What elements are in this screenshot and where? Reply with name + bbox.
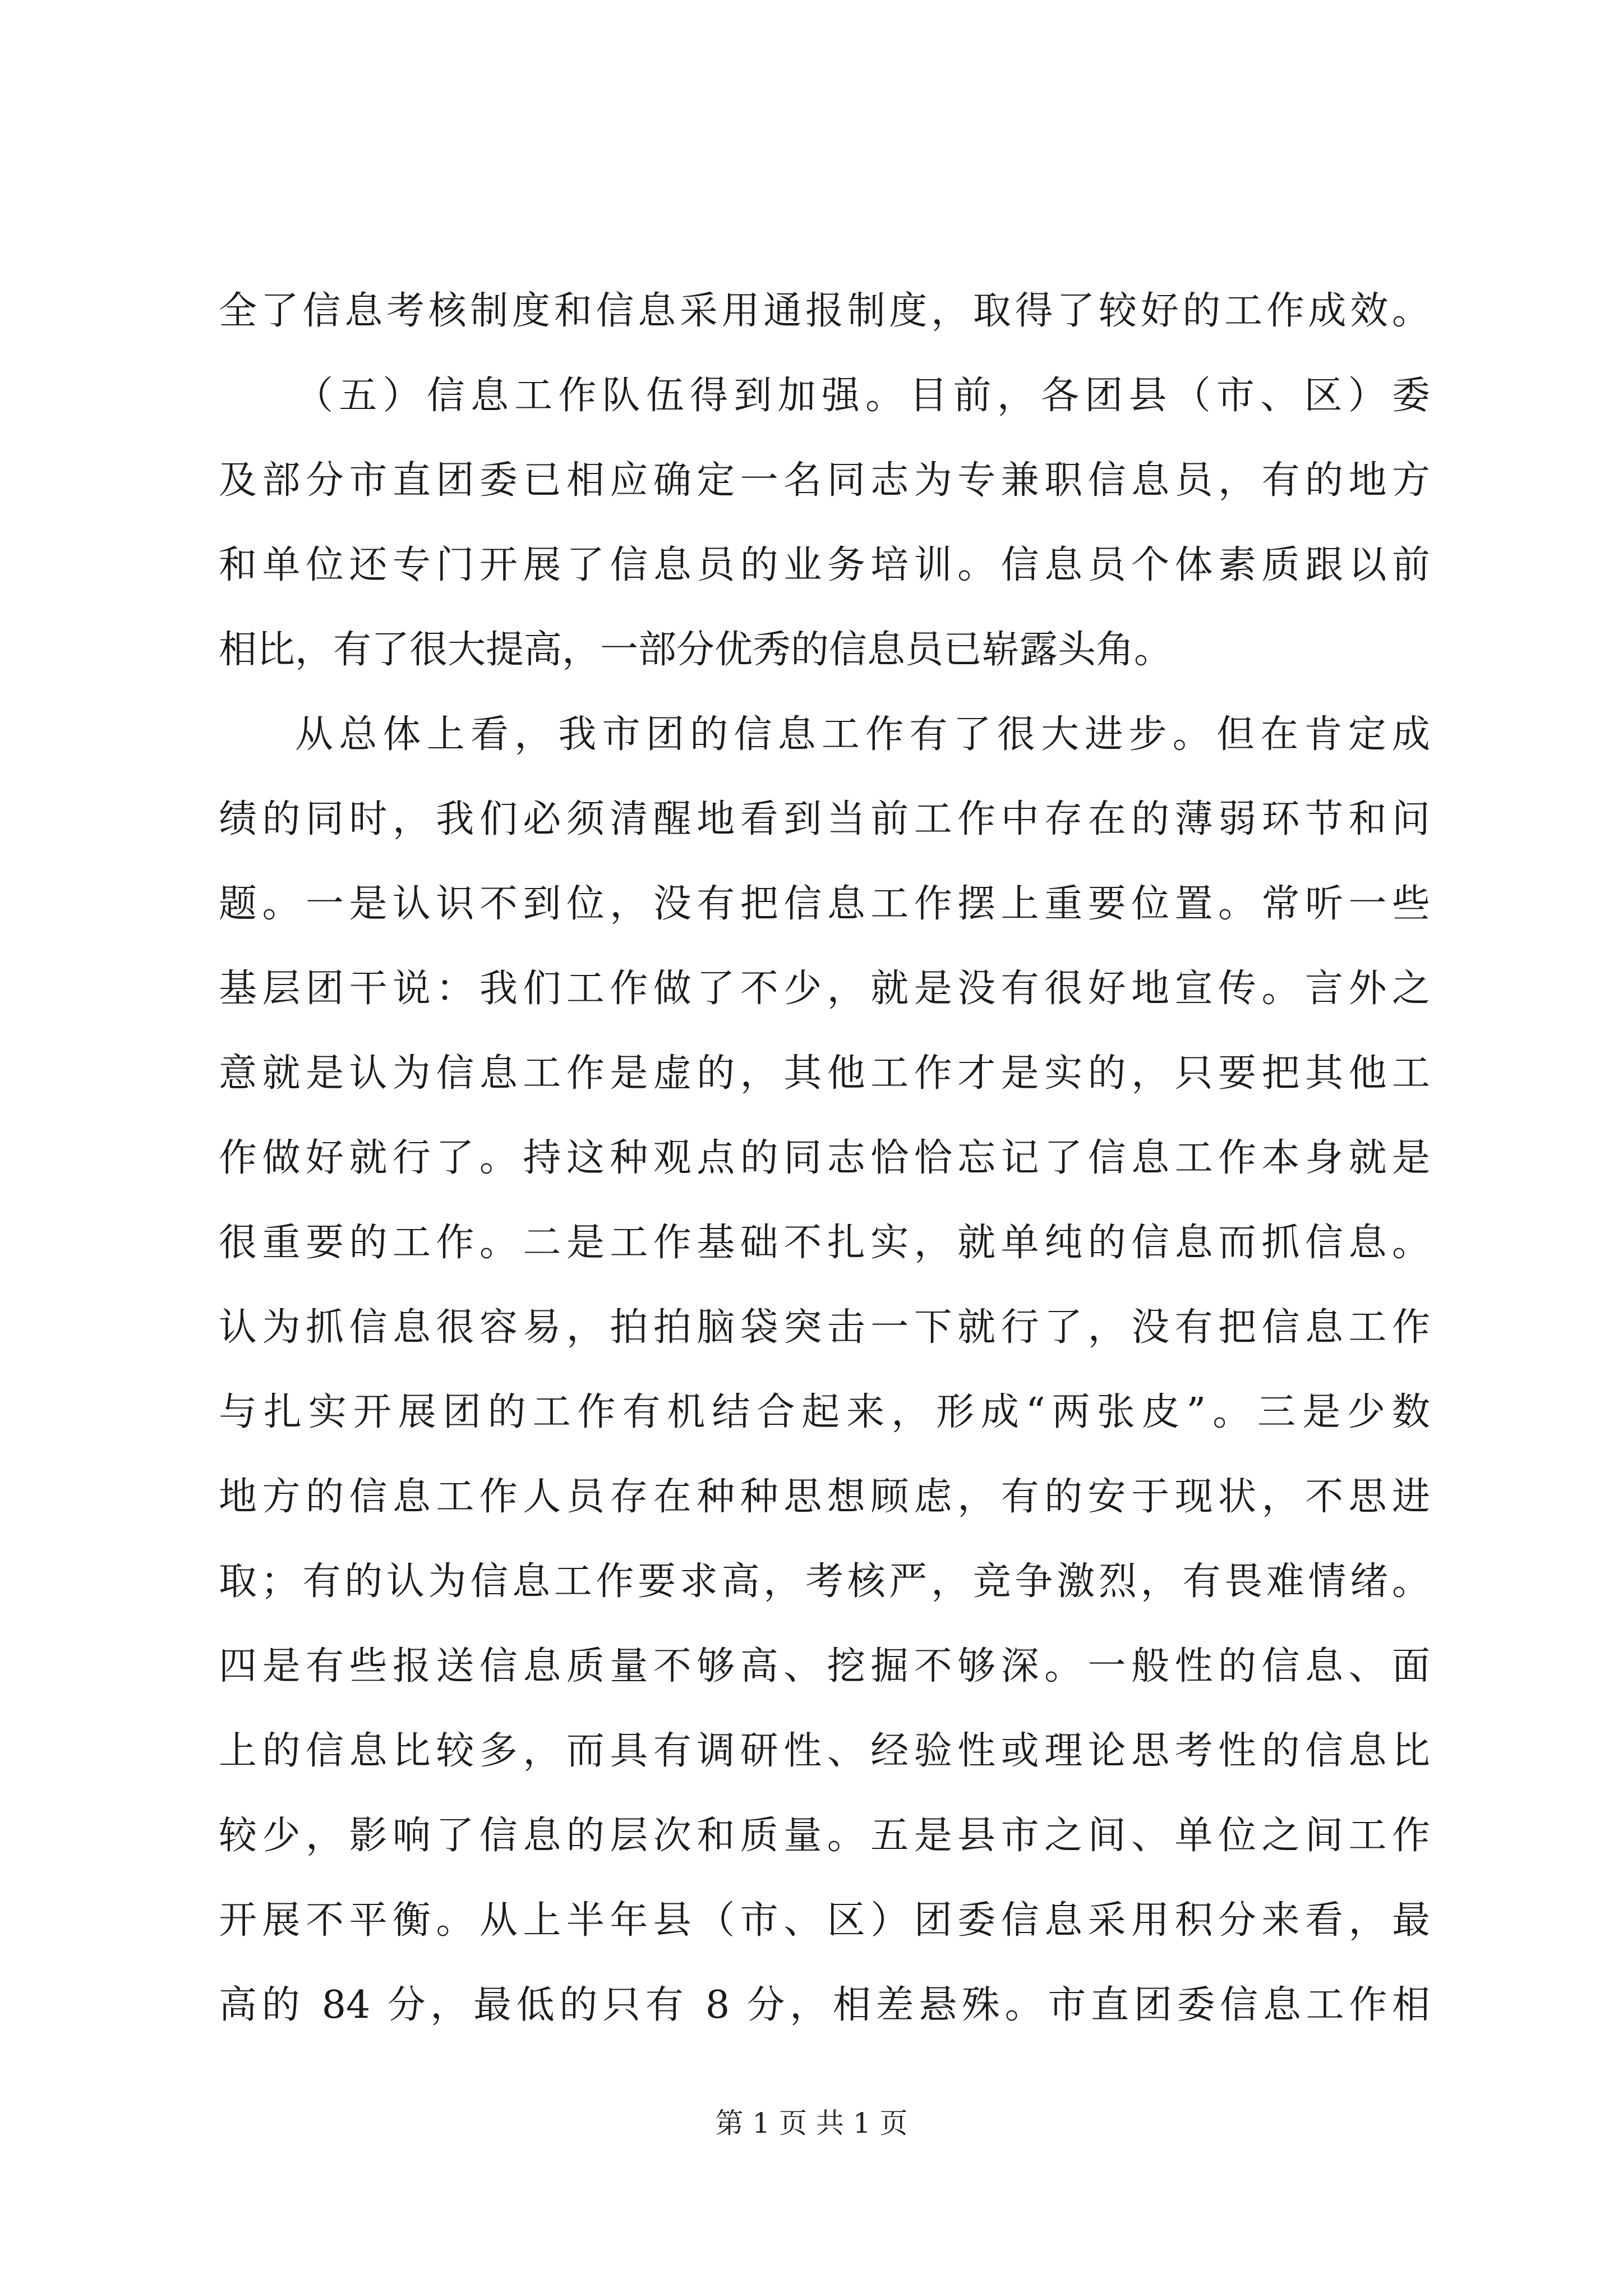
text-line: 全了信息考核制度和信息采用通报制度，取得了较好的工作成效。 (219, 289, 1430, 333)
text-line: 地方的信息工作人员存在种种思想顾虑，有的安于现状，不思进 (219, 1475, 1430, 1519)
text-line: 从总体上看，我市团的信息工作有了很大进步。但在肯定成 (295, 712, 1430, 757)
page-footer: 第 1 页 共 1 页 (715, 2107, 908, 2139)
text-line: 高的 84 分，最低的只有 8 分，相差悬殊。市直团委信息工作相 (219, 1983, 1430, 2027)
text-line: 绩的同时，我们必须清醒地看到当前工作中存在的薄弱环节和问 (219, 797, 1430, 841)
text-line: 题。一是认识不到位，没有把信息工作摆上重要位置。常听一些 (219, 882, 1430, 926)
text-line: 很重要的工作。二是工作基础不扎实，就单纯的信息而抓信息。 (219, 1221, 1430, 1265)
text-line: 四是有些报送信息质量不够高、挖掘不够深。一般性的信息、面 (219, 1644, 1430, 1688)
text-line: 及部分市直团委已相应确定一名同志为专兼职信息员，有的地方 (219, 458, 1430, 503)
text-line: 开展不平衡。从上半年县（市、区）团委信息采用积分来看，最 (219, 1898, 1430, 1943)
text-line: 相比，有了很大提高，一部分优秀的信息员已崭露头角。 (219, 628, 1173, 672)
text-line: 与扎实开展团的工作有机结合起来，形成“两张皮”。三是少数 (219, 1390, 1430, 1434)
text-line: 取；有的认为信息工作要求高，考核严，竞争激烈，有畏难情绪。 (219, 1559, 1430, 1604)
text-line: 较少，影响了信息的层次和质量。五是县市之间、单位之间工作 (219, 1814, 1430, 1858)
text-line: （五）信息工作队伍得到加强。目前，各团县（市、区）委 (295, 374, 1430, 418)
text-line: 基层团干说：我们工作做了不少，就是没有很好地宣传。言外之 (219, 967, 1430, 1011)
text-line: 上的信息比较多，而具有调研性、经验性或理论思考性的信息比 (219, 1729, 1430, 1773)
text-line: 意就是认为信息工作是虚的，其他工作才是实的，只要把其他工 (219, 1051, 1430, 1096)
text-line: 认为抓信息很容易，拍拍脑袋突击一下就行了，没有把信息工作 (219, 1305, 1430, 1350)
text-line: 和单位还专门开展了信息员的业务培训。信息员个体素质跟以前 (219, 543, 1430, 587)
text-line: 作做好就行了。持这种观点的同志恰恰忘记了信息工作本身就是 (219, 1136, 1430, 1180)
